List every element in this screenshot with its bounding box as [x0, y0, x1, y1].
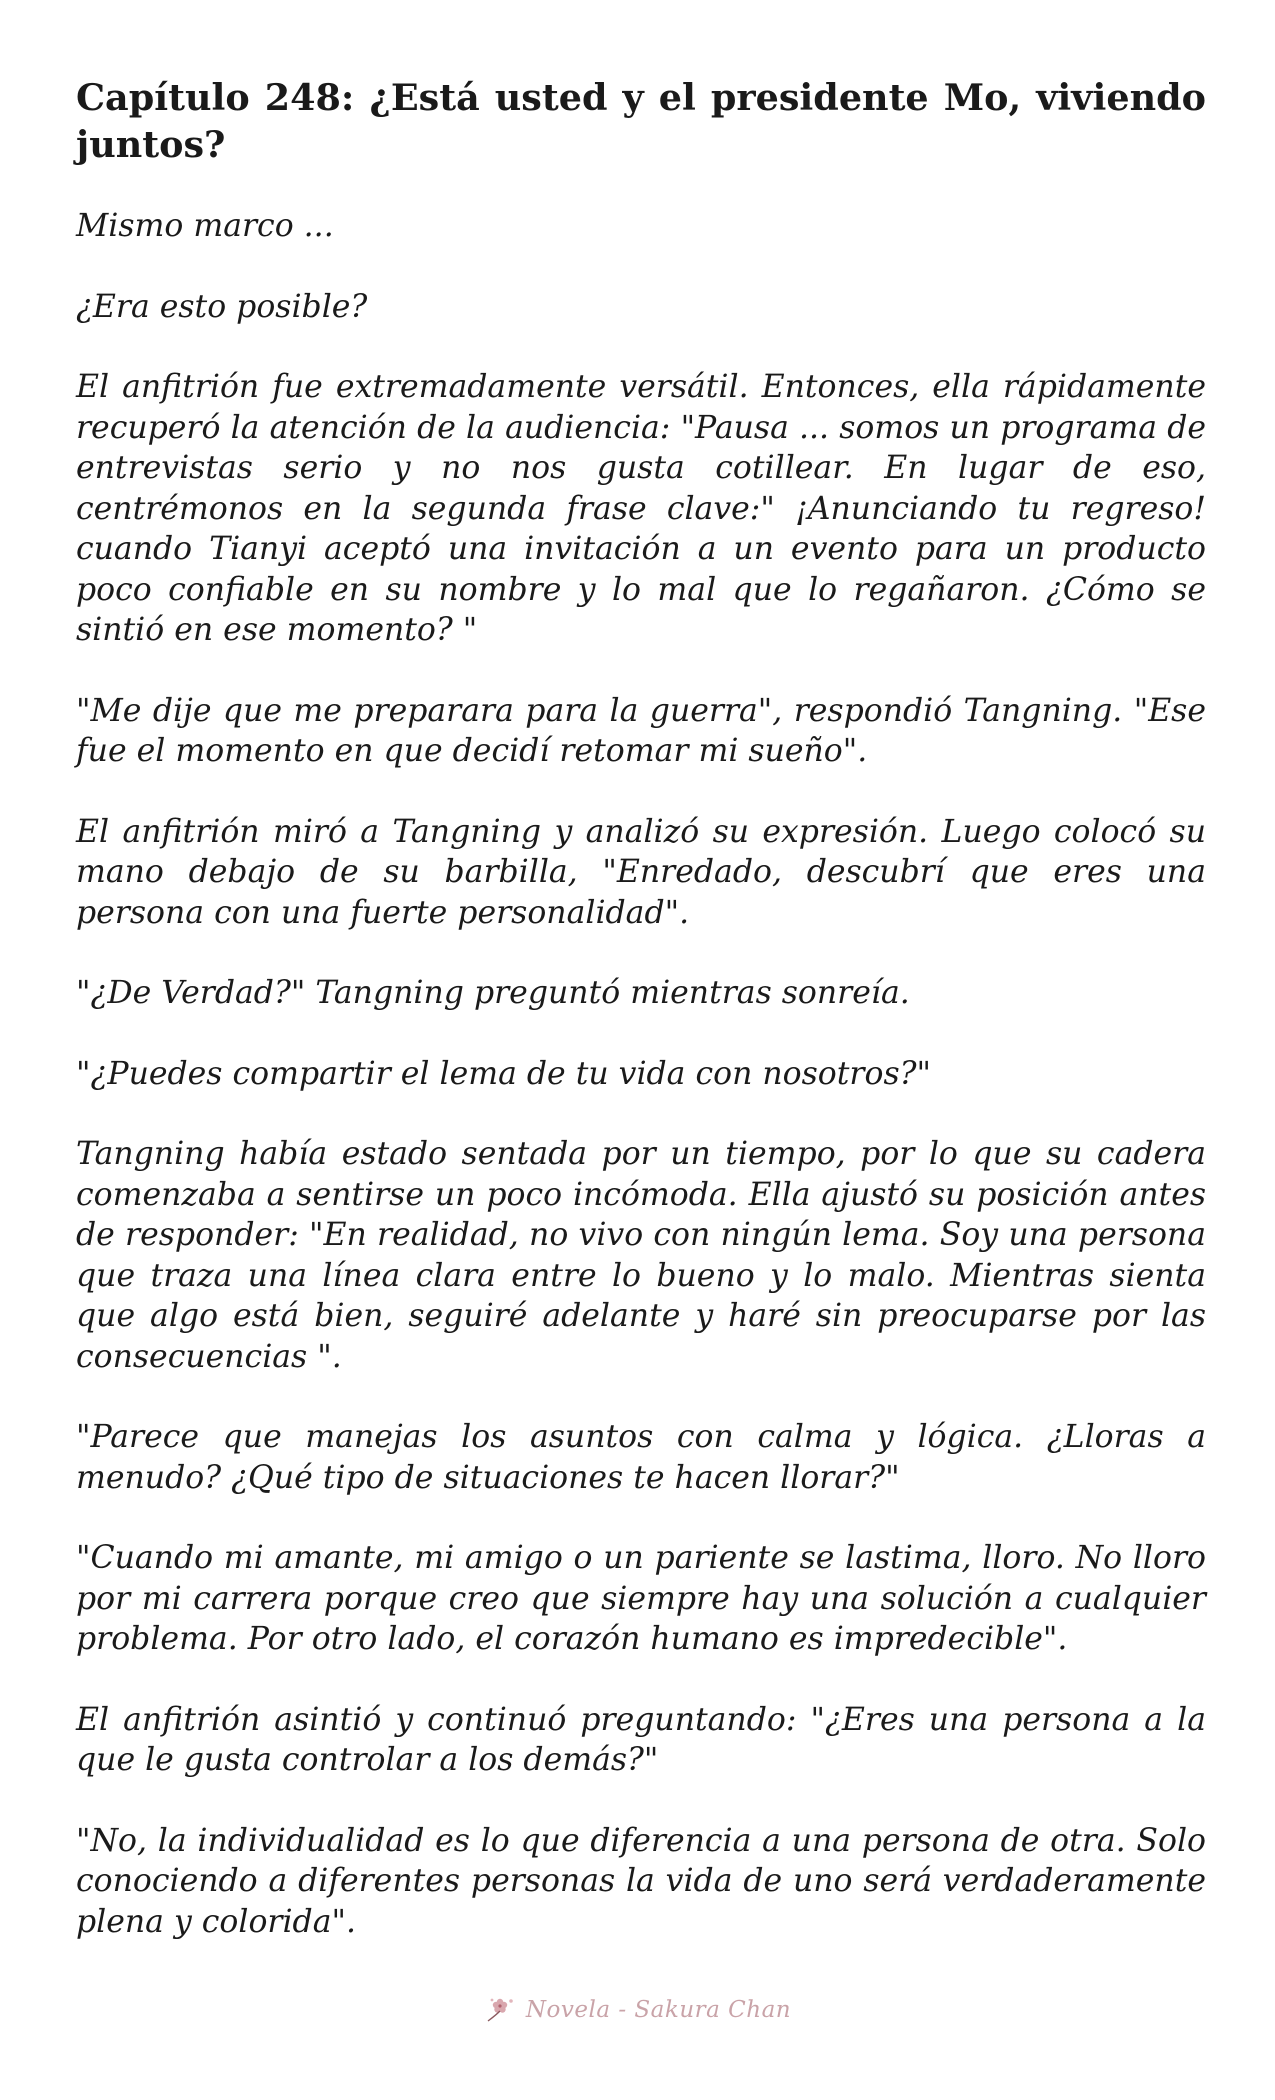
chapter-page: [76, 74, 1206, 1982]
sakura-blossom-icon: [484, 1995, 518, 2025]
paragraph: "¿De Verdad?" Tangning preguntó mientras sonreía.: [76, 975, 910, 1011]
paragraph: El anfitrión fue extremadamente versátil. Entonces, ella rápidamente recuperó la atención de la audiencia: "Pausa ... somos un programa de entrevistas serio y no nos gusta cotillear. En lugar de eso, centrémonos en la segunda frase clave:" ¡Anunciando tu regreso! cuando Tianyi aceptó una invitación a un evento para un producto poco confiable en su nombre y lo mal que lo regañaron. ¿Cómo se sintió en ese momento? ": [76, 369, 1206, 648]
paragraph: "¿Puedes compartir el lema de tu vida con nosotros?": [76, 1055, 931, 1092]
paragraph: Tangning había estado sentada por un tiempo, por lo que su cadera comenzaba a sentirse un poco incómoda. Ella ajustó su posición antes de responder: "En realidad, no vivo con ningún lema. Soy una persona que traza una línea clara entre lo bueno y lo malo. Mientras sienta que algo está bien, seguiré adelante y haré sin preocuparse por las consecuencias ".: [76, 1136, 1206, 1375]
paragraph: El anfitrión asintió y continuó preguntando: "¿Eres una persona a la que le gusta controlar a los demás?": [76, 1701, 1206, 1778]
chapter-title: Capítulo 248: ¿Está usted y el presidente Mo, viviendo juntos?: [76, 76, 1206, 166]
watermark-group: [484, 1995, 791, 2025]
paragraph: "No, la individualidad es lo que diferencia a una persona de otra. Solo conociendo a diferentes personas la vida de uno será verdaderamente plena y colorida".: [76, 1822, 1206, 1940]
paragraph: "Parece que manejas los asuntos con calma y lógica. ¿Lloras a menudo? ¿Qué tipo de situaciones te hacen llorar?": [76, 1419, 1206, 1496]
watermark: [0, 1990, 1275, 2030]
paragraph: El anfitrión miró a Tangning y analizó su expresión. Luego colocó su mano debajo de su barbilla, "Enredado, descubrí que eres una persona con una fuerte personalidad".: [76, 813, 1206, 931]
paragraph: Mismo marco ...: [76, 208, 334, 244]
watermark-text: Novela - Sakura Chan: [525, 1997, 792, 2023]
paragraph: "Me dije que me preparara para la guerra", respondió Tangning. "Ese fue el momento en que decidí retomar mi sueño".: [76, 692, 1206, 769]
paragraph: "Cuando mi amante, mi amigo o un pariente se lastima, lloro. No lloro por mi carrera porque creo que siempre hay una solución a cualquier problema. Por otro lado, el corazón humano es impredecible".: [76, 1540, 1206, 1657]
paragraph: ¿Era esto posible?: [76, 288, 368, 325]
